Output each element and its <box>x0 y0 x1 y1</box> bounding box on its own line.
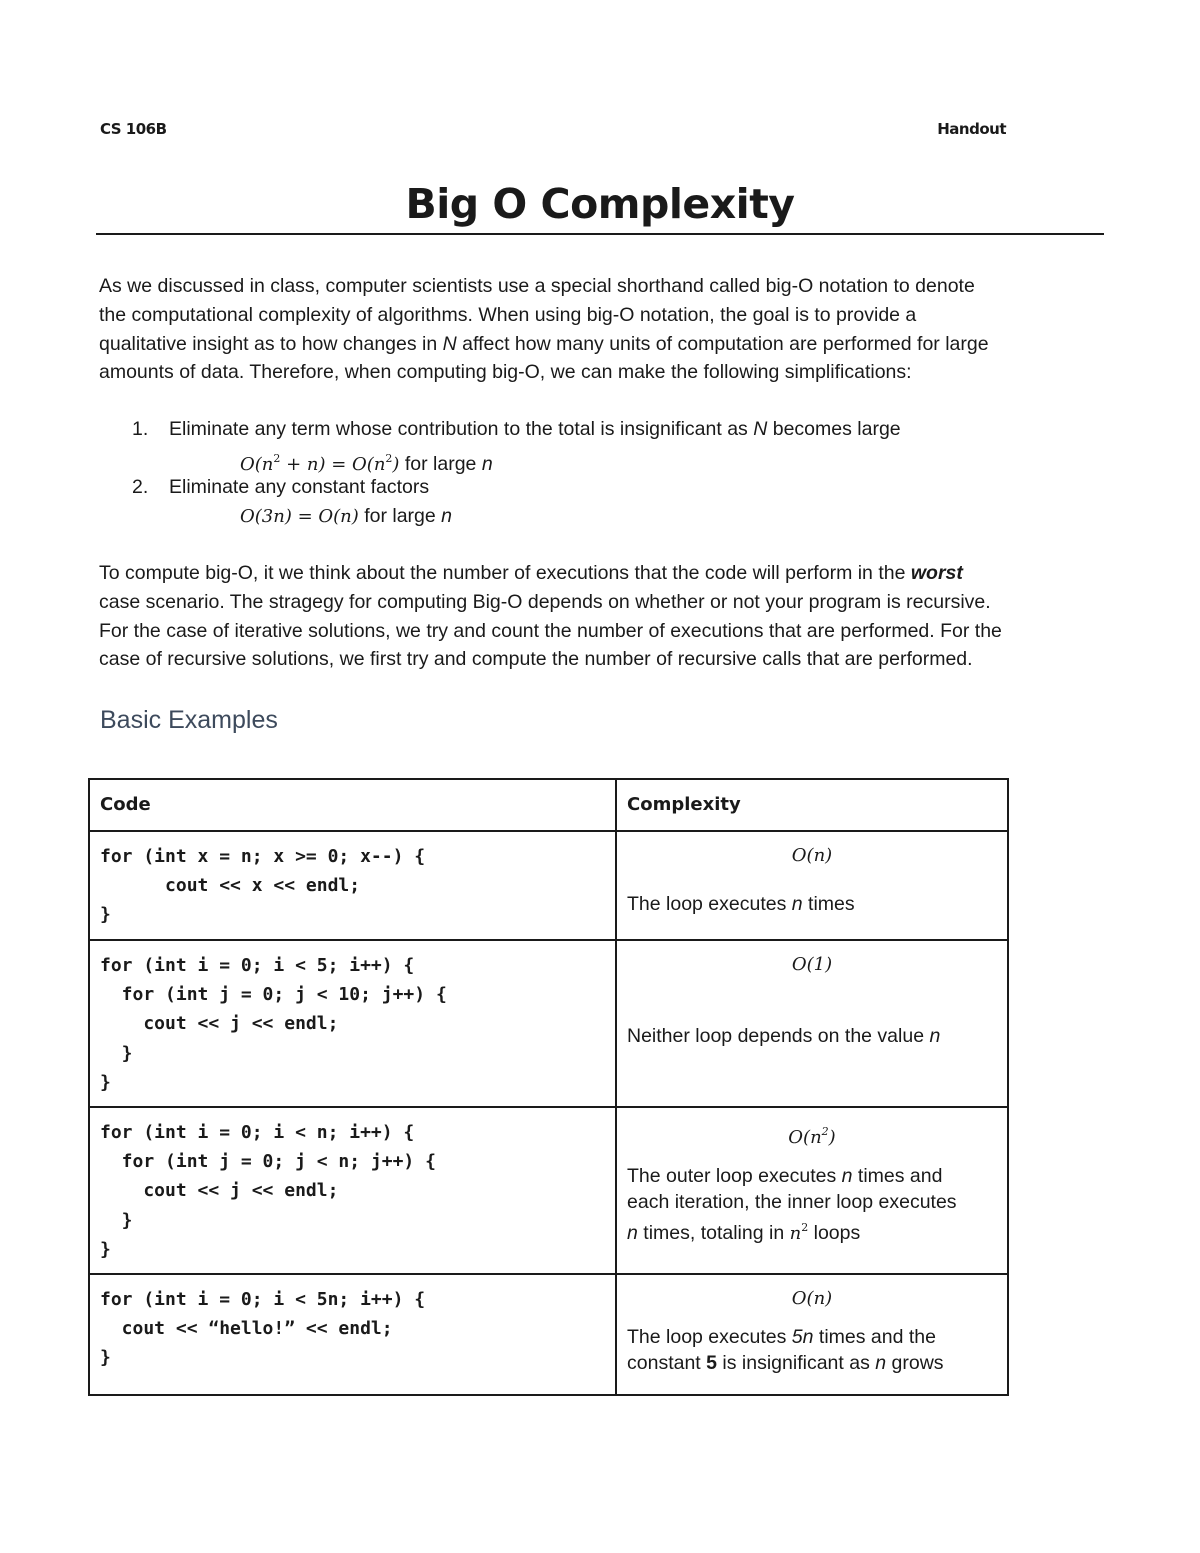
complexity-cell <box>616 1274 1008 1395</box>
code-line: } <box>100 904 111 926</box>
rule-2: 2. Eliminate any constant factors <box>132 476 430 498</box>
strategy-line-1: To compute big-O, it we think about the number of executions that the code will perform in the worst <box>99 562 963 584</box>
header-complexity: Complexity <box>616 779 1008 831</box>
title-divider <box>96 233 1104 235</box>
examples-table <box>88 778 1009 1396</box>
complexity-value: O(n) <box>791 845 833 866</box>
complexity-value: O(n) <box>791 1288 833 1309</box>
table-row <box>89 1274 1008 1395</box>
table-row <box>89 1107 1008 1274</box>
page-title: Big O Complexity <box>405 180 795 228</box>
rule-1-equation: $O(n^2 + n) = O(n^2)$ for large n <box>240 452 493 475</box>
code-line: for (int i = 0; i < n; i++) { <box>100 1122 415 1143</box>
strategy-line-3: For the case of iterative solutions, we try and count the number of executions that are performed. For the <box>99 619 1002 642</box>
complexity-cell <box>616 831 1008 940</box>
header-code: Code <box>89 779 616 831</box>
complexity-cell <box>616 1107 1008 1274</box>
table-row <box>89 831 1008 940</box>
complexity-value: O(1) <box>791 954 833 975</box>
course-code: CS 106B <box>100 120 167 138</box>
code-line: for (int i = 0; i < 5n; i++) { <box>100 1289 426 1310</box>
complexity-description: The outer loop executes n times and each iteration, the inner loop executes n times, totaling in $n^2$ loops <box>627 1165 957 1244</box>
section-heading: Basic Examples <box>100 706 278 734</box>
rule-1: 1. Eliminate any term whose contribution to the total is insignificant as N becomes large <box>132 418 901 440</box>
code-line: } <box>100 1042 133 1064</box>
complexity-description: Neither loop depends on the value n <box>627 1025 941 1047</box>
code-cell <box>89 1107 616 1274</box>
document-type: Handout <box>937 120 1006 138</box>
code-cell <box>89 940 616 1107</box>
strategy-line-4: case of recursive solutions, we first try and compute the number of recursive calls that are performed. <box>99 648 973 671</box>
code-line: cout << x << endl; <box>100 875 361 897</box>
code-line: for (int j = 0; j < 10; j++) { <box>100 984 447 1006</box>
code-line: } <box>100 1071 111 1093</box>
code-line: cout << j << endl; <box>100 1180 339 1202</box>
strategy-paragraph <box>99 559 1100 674</box>
code-line: for (int j = 0; j < n; j++) { <box>100 1151 436 1173</box>
complexity-value: $O(n^2)$ <box>788 1125 836 1148</box>
intro-line-4: amounts of data. Therefore, when computing big-O, we can make the following simplifications: <box>99 361 912 384</box>
intro-line-1: As we discussed in class, computer scientists use a special shorthand called big-O notation to denote <box>99 275 975 297</box>
code-line: for (int i = 0; i < 5; i++) { <box>100 955 415 976</box>
code-line: } <box>100 1209 133 1231</box>
code-line: cout << “hello!” << endl; <box>100 1318 393 1340</box>
complexity-cell <box>616 940 1008 1107</box>
complexity-description: The loop executes n times <box>627 893 855 915</box>
code-line: } <box>100 1238 111 1260</box>
code-line: } <box>100 1347 111 1369</box>
table-header-row <box>89 779 1008 831</box>
intro-line-3: qualitative insight as to how changes in N affect how many units of computation are performed for large <box>99 332 989 355</box>
code-cell <box>89 831 616 940</box>
rule-2-equation: O(3n) = O(n) for large n <box>240 505 453 527</box>
strategy-line-2: case scenario. The stragegy for computing Big-O depends on whether or not your program is recursive. <box>99 590 991 613</box>
intro-paragraph <box>99 272 1100 387</box>
code-line: for (int x = n; x >= 0; x--) { <box>100 846 426 867</box>
complexity-description: The loop executes 5n times and the constant 5 is insignificant as n grows <box>627 1326 944 1374</box>
code-line: cout << j << endl; <box>100 1013 339 1035</box>
table-row <box>89 940 1008 1107</box>
code-cell <box>89 1274 616 1395</box>
intro-line-2: the computational complexity of algorithms. When using big-O notation, the goal is to provide a <box>99 303 917 326</box>
